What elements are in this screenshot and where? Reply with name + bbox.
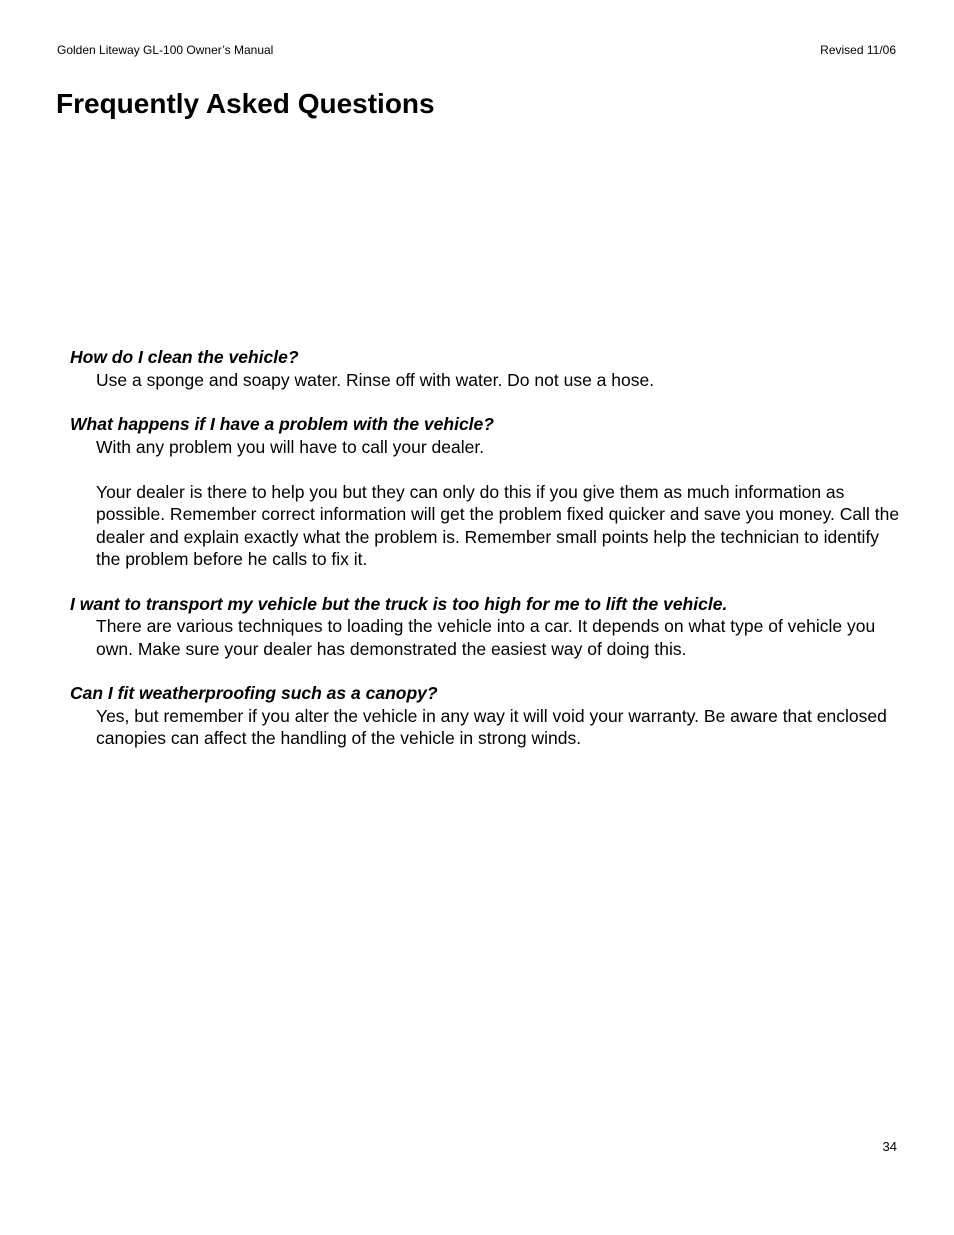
faq-answer: Use a sponge and soapy water. Rinse off with water. Do not use a hose. (96, 369, 655, 390)
faq-answer: Yes, but remember if you alter the vehicle in any way it will void your warranty. Be aware that enclosed canopies can affect the handling of the vehicle in strong winds. (96, 705, 887, 748)
faq-item-problem (70, 413, 900, 571)
faq-item-cleaning (70, 346, 900, 391)
faq-item-transport (70, 593, 900, 661)
faq-question: Can I fit weatherproofing such as a canopy? (70, 683, 438, 703)
faq-item-weatherproofing (70, 682, 900, 750)
page-number: 34 (882, 1139, 897, 1154)
faq-question: How do I clean the vehicle? (70, 347, 299, 367)
faq-list (70, 346, 900, 772)
faq-answer: There are various techniques to loading the vehicle into a car. It depends on what type of vehicle you own. Make sure your dealer has demonstrated the easiest way of doing this. (96, 616, 876, 659)
faq-answer: Your dealer is there to help you but they can only do this if you give them as much information as possible. Remember correct information will get the problem fixed quicker and save you money. Call the dealer and explain exactly what the problem is. Remember small points help the technician to identify the problem before he calls to fix it. (96, 481, 900, 569)
revision-date: Revised 11/06 (820, 43, 896, 57)
faq-answer: With any problem you will have to call your dealer. (96, 436, 485, 457)
faq-question: What happens if I have a problem with the vehicle? (70, 414, 494, 434)
manual-title: Golden Liteway GL-100 Owner’s Manual (57, 43, 274, 57)
faq-question: I want to transport my vehicle but the truck is too high for me to lift the vehicle. (70, 593, 728, 614)
page-title: Frequently Asked Questions (56, 88, 435, 119)
